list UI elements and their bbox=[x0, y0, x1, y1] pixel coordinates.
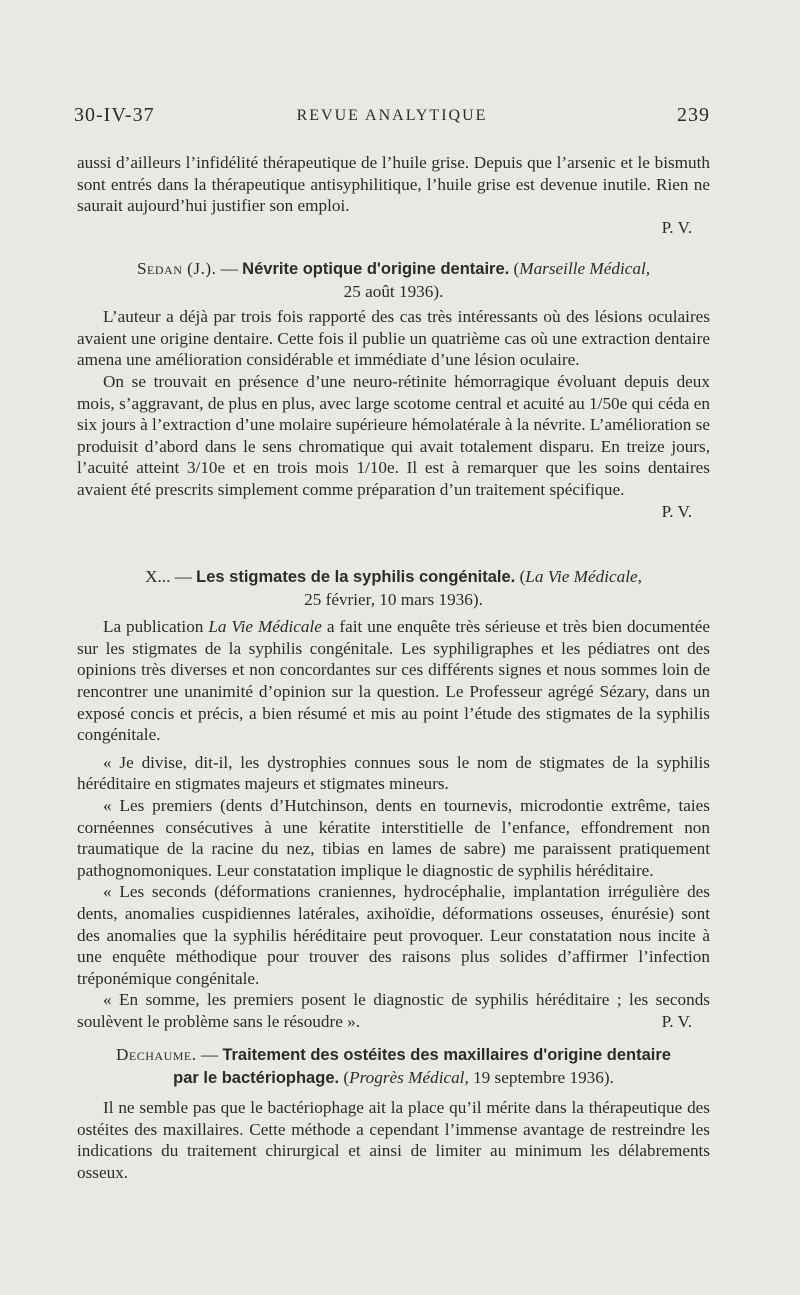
article-source: La Vie Médicale, bbox=[525, 567, 642, 586]
article-heading bbox=[77, 566, 710, 610]
paragraph-prefix: La publication bbox=[103, 617, 209, 637]
issue-date: 30-IV-37 bbox=[74, 104, 155, 126]
quote-paragraph: « Je divise, dit-il, les dystrophies connues sous le nom de stigmates de la syphilis héréditaire en stigmates majeurs et stigmates mineurs. bbox=[77, 752, 710, 794]
article-dechaume bbox=[77, 1044, 710, 1184]
article-source: Marseille Médical, bbox=[519, 259, 651, 278]
page-number: 239 bbox=[677, 104, 710, 126]
article-source: Progrès Médical, bbox=[349, 1067, 469, 1087]
article-title: Névrite optique d'origine dentaire. bbox=[242, 260, 510, 278]
intro-block bbox=[77, 152, 710, 238]
article-signature: P. V. bbox=[661, 1011, 692, 1031]
heading-dash: — bbox=[216, 259, 243, 278]
article-author: Dechaume. bbox=[115, 1045, 197, 1064]
article-signature: P. V. bbox=[661, 501, 692, 521]
article-title: Les stigmates de la syphilis congénitale. bbox=[196, 568, 516, 586]
article-sedan bbox=[77, 258, 710, 522]
quote-paragraph: « Les seconds (déformations craniennes, hydrocéphalie, implantation irrégulière des dents, anomalies cuspidiennes latérales, axihoïdie, déformations osseuses, énurésie) sont des anomalies que la syphilis héréditaire peut provoquer. Leur constatation nous incite à une enquête méthodique pour trouver des raisons plus solides d’affirmer l’infection tréponémique congénitale. bbox=[77, 882, 710, 988]
article-paragraph: L’auteur a déjà par trois fois rapporté des cas très intéressants où des lésions oculaires avaient une origine dentaire. Cette fois il publie un quatrième cas où une extraction dentaire amena une amélioration considérable et immédiate d’une lésion oculaire. bbox=[77, 307, 710, 370]
article-date: 25 août 1936). bbox=[343, 281, 444, 301]
intro-paragraph: aussi d’ailleurs l’infidélité thérapeutique de l’huile grise. Depuis que l’arsenic et le bismuth sont entrés dans la thérapeutique antisyphilitique, l’huile grise est devenue inutile. Rien ne saurait aujourd’hui justifier son emploi. bbox=[77, 153, 710, 216]
heading-dash: — bbox=[196, 1045, 223, 1064]
source-paren: ( bbox=[515, 567, 526, 586]
article-heading bbox=[77, 258, 710, 302]
article-title: Traitement des ostéites des maxillaires d'origine dentaire bbox=[222, 1046, 671, 1064]
article-x-stigmates bbox=[77, 566, 710, 1032]
intro-signature: P. V. bbox=[661, 217, 692, 237]
journal-name: La Vie Médicale bbox=[208, 617, 322, 637]
article-date: 25 février, 10 mars 1936). bbox=[304, 589, 483, 609]
paragraph-rest: a fait une enquête très sérieuse et très bien documentée sur les stigmates de la syphilis congénitale. Les syphiligraphes et les pédiatres ont des opinions très diverses et non concordantes sur ces différents signes et nous sommes loin de rencontrer une unanimité d’opinion sur la question. Le Professeur agrégé Sézary, dans un exposé concis et précis, a bien résumé et mis au point l’étude des stigmates de la syphilis congénitale. bbox=[77, 617, 710, 745]
article-title-cont: par le bactériophage. bbox=[173, 1068, 340, 1087]
article-date: 19 septembre 1936). bbox=[468, 1067, 614, 1087]
article-heading bbox=[77, 1044, 710, 1089]
quote-paragraph: « Les premiers (dents d’Hutchinson, dents en tournevis, microdontie extrême, taies cornéennes consécutives à une kératite interstitielle de l’enfance, effondrement non traumatique de la racine du nez, tibias en lames de sabre) me paraissent pratiquement pathognomoniques. Leur constatation implique le diagnostic de syphilis héréditaire. bbox=[77, 795, 710, 880]
source-paren: ( bbox=[339, 1067, 350, 1087]
quote-text: « En somme, les premiers posent le diagnostic de syphilis héréditaire ; les seconds soulèvent le problème sans le résoudre ». bbox=[77, 990, 710, 1031]
article-paragraph: On se trouvait en présence d’une neuro-rétinite hémorragique évoluant depuis deux mois, s’aggravant, de plus en plus, avec large scotome central et acuité au 1/50e qui céda en six jours à l’extraction d’une molaire supérieure hémolatérale à la névrite. L’amélioration se produisit d’abord dans le sens chromatique qui avait totalement disparu. En treize jours, l’acuité atteint 3/10e et en trois mois 1/10e. Il est à remarquer que les soins dentaires avaient été prescrits simplement comme préparation d’un traitement spécifique. bbox=[77, 371, 710, 499]
article-author: X... bbox=[145, 567, 171, 586]
quote-paragraph bbox=[77, 989, 710, 1032]
heading-dash: — bbox=[170, 567, 197, 586]
article-author: Sedan (J.). bbox=[136, 259, 217, 278]
running-head bbox=[74, 104, 710, 132]
journal-title: REVUE ANALYTIQUE bbox=[296, 107, 488, 124]
article-paragraph bbox=[77, 616, 710, 746]
source-paren: ( bbox=[509, 259, 520, 278]
article-paragraph: Il ne semble pas que le bactériophage ait la place qu’il mérite dans la thérapeutique des ostéites des maxillaires. Cette méthode a cependant l’immense avantage de restreindre les indications du traitement chirurgical et ainsi de limiter au minimum les délabrements osseux. bbox=[77, 1098, 710, 1182]
